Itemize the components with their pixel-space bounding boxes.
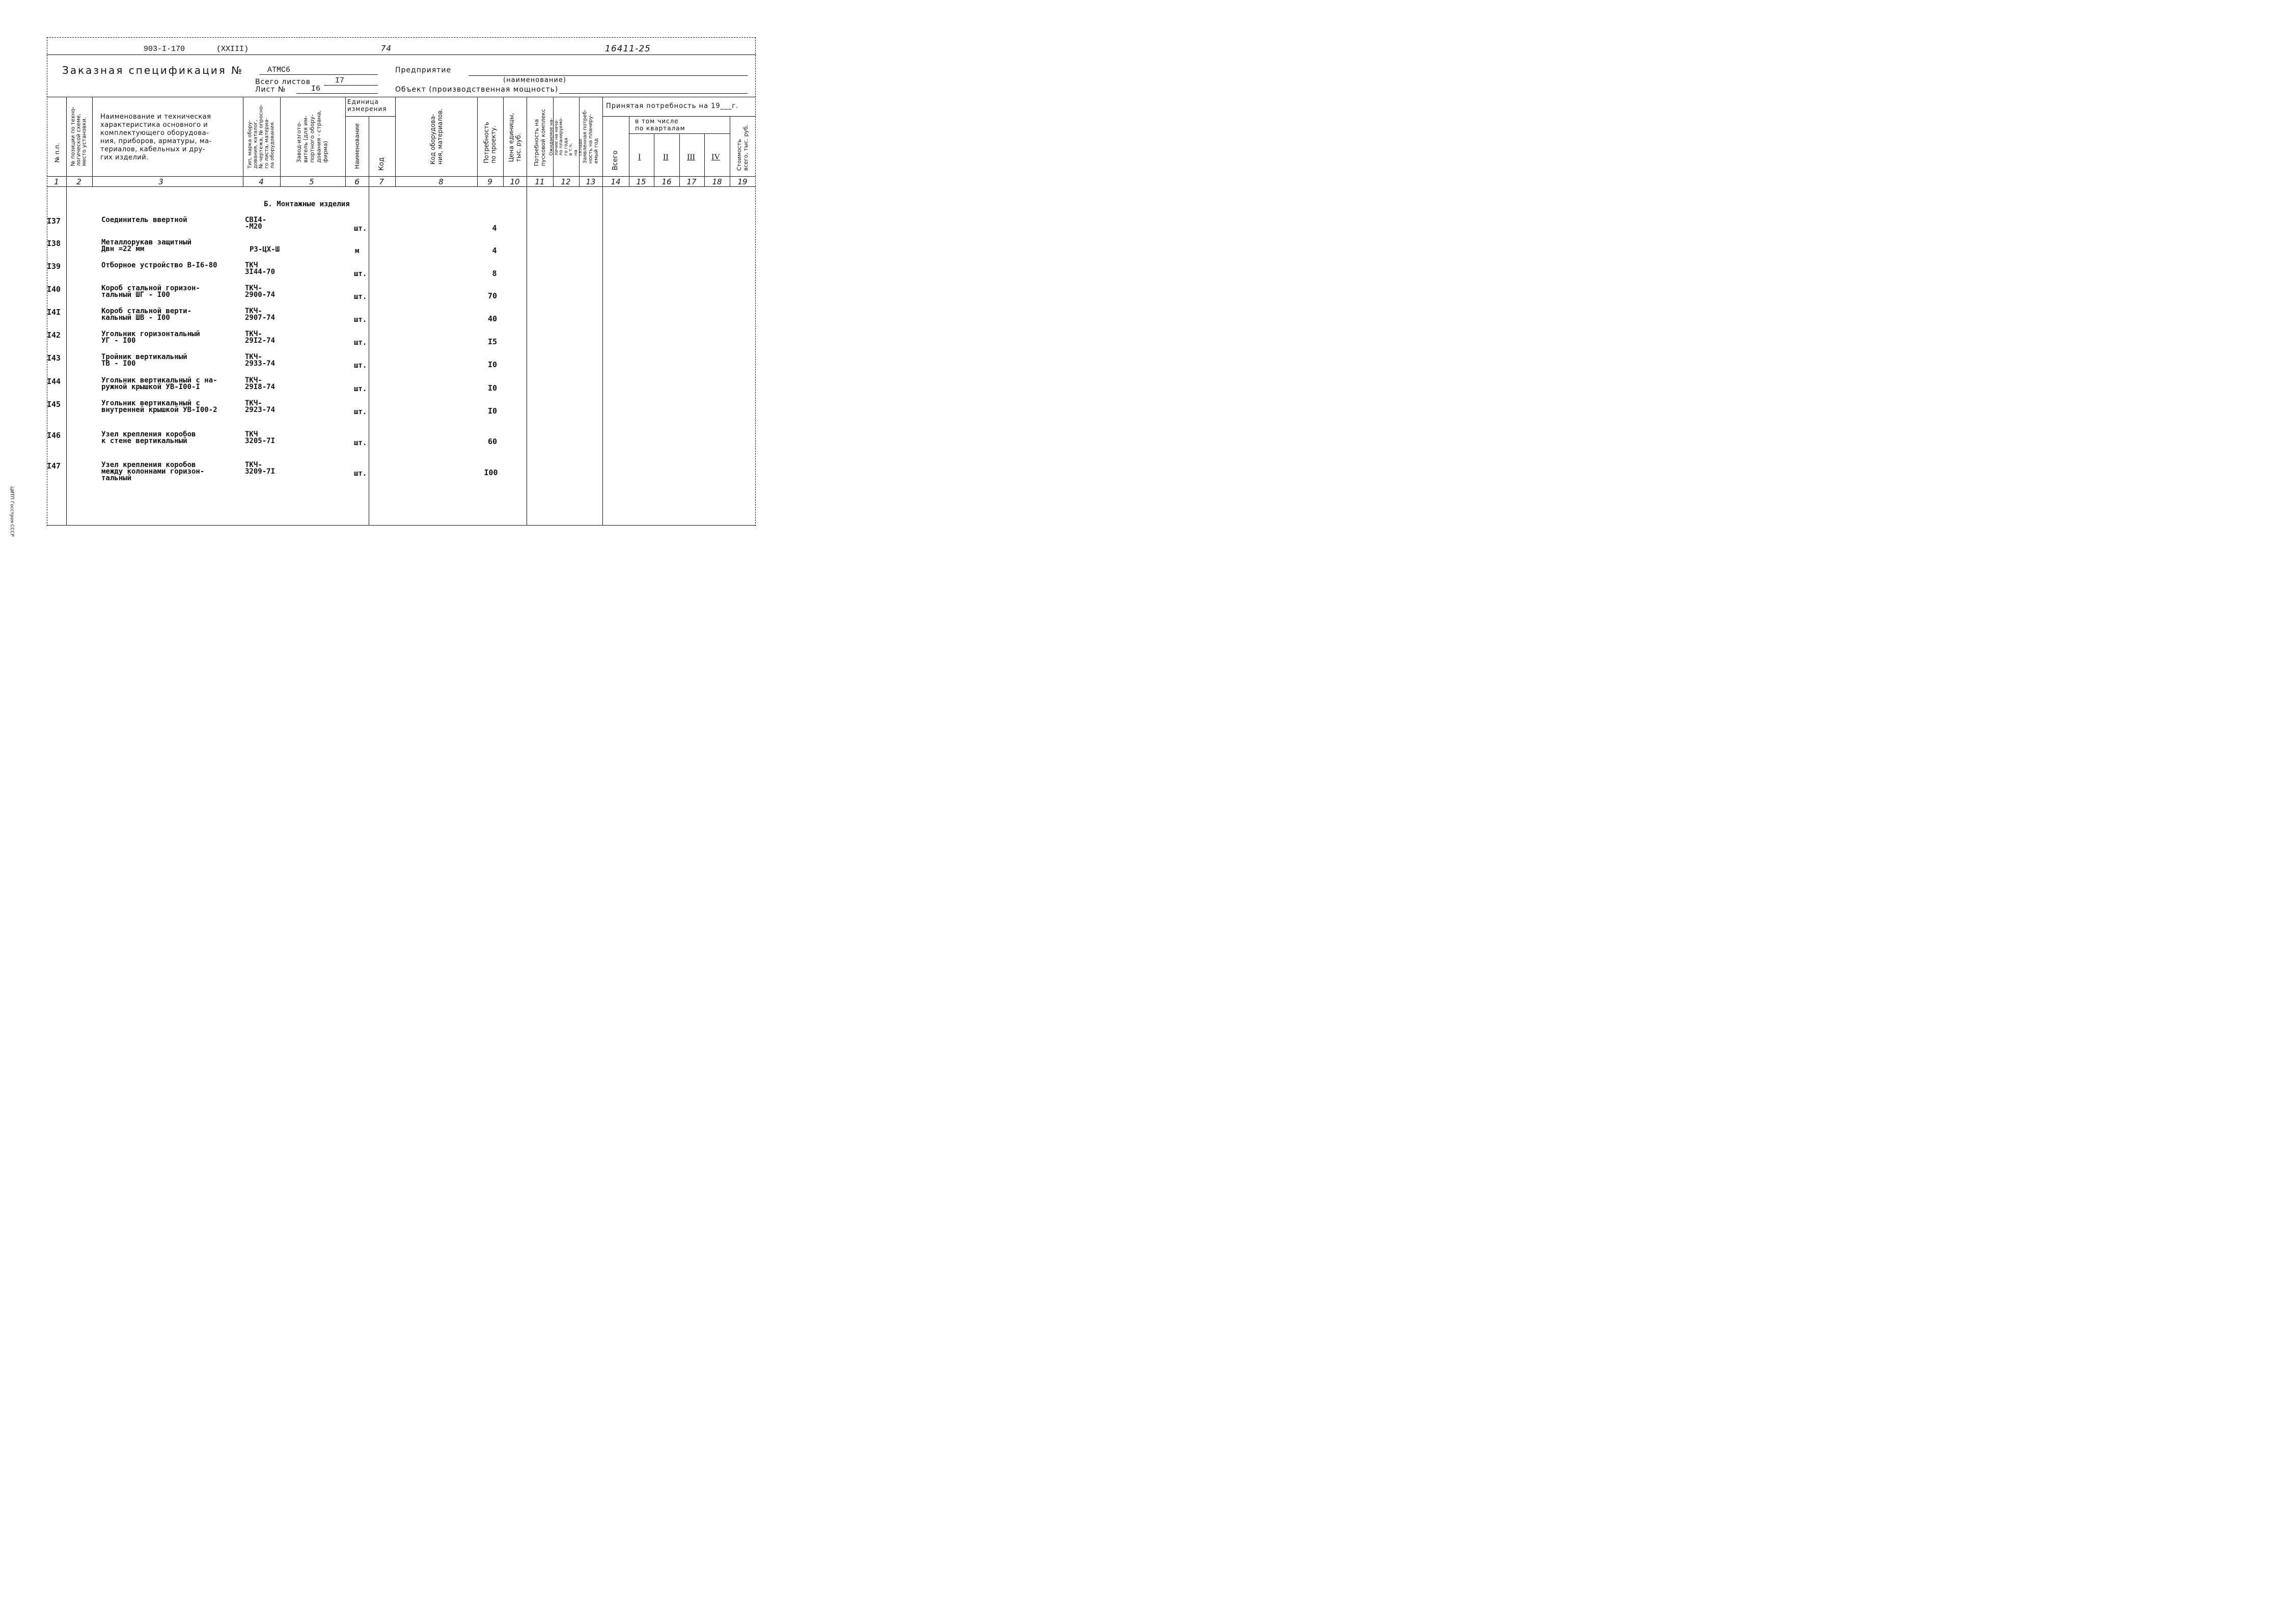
colnum-4: 4 <box>259 177 264 186</box>
row-qty: I0 <box>487 383 498 393</box>
sheet-no-label: Лист № <box>255 86 286 94</box>
row-qty: 40 <box>487 314 498 323</box>
page-number: 74 <box>381 44 392 53</box>
col-header-9: Потребность по проекту. <box>483 122 497 163</box>
row-type: ТКЧ- 2933-74 <box>245 353 276 368</box>
row-name: Узел крепления коробов между колоннами горизон- тальный <box>101 461 205 482</box>
row-unit: шт. <box>354 316 367 324</box>
row-number: I42 <box>47 331 61 340</box>
row-type: СВI4- -М20 <box>245 216 267 231</box>
enterprise-underline <box>469 75 748 76</box>
quarter-group-line <box>629 133 730 134</box>
col-line-9 <box>503 97 504 186</box>
object-underline <box>559 93 748 94</box>
row-name: Короб стальной верти- кальный ШВ - I00 <box>101 307 192 322</box>
colnum-17: 17 <box>686 177 697 186</box>
col-line-13 <box>602 97 603 525</box>
row-number: I37 <box>47 216 61 226</box>
sheets-total-label: Всего листов <box>255 78 311 86</box>
colnum-5: 5 <box>309 177 314 186</box>
doc-code: 903-I·170 <box>144 45 185 53</box>
row-type: ТКЧ- 2907-74 <box>245 307 276 322</box>
col-line-8 <box>477 97 478 186</box>
sheet-no-underline <box>296 93 378 94</box>
colnum-bottom-line <box>47 186 756 187</box>
row-unit: шт. <box>354 408 367 416</box>
row-unit: шт. <box>354 339 367 347</box>
row-qty: 4 <box>492 224 497 233</box>
col-header-17: III <box>687 153 695 161</box>
colnum-9: 9 <box>487 177 492 186</box>
row-qty: I0 <box>487 360 498 369</box>
section-title: Б. Монтажные изделия <box>264 200 350 208</box>
row-number: I38 <box>47 239 61 248</box>
archive-number: 16411-25 <box>605 44 651 54</box>
row-type: ТКЧ- 3209-7I <box>245 461 276 476</box>
colnum-7: 7 <box>379 177 384 186</box>
row-qty: I5 <box>487 337 498 346</box>
colnum-6: 6 <box>354 177 360 186</box>
sheets-total: I7 <box>335 76 345 85</box>
col-header-18: IV <box>711 153 720 161</box>
row-type: ТКЧ 3205-7I <box>245 430 276 445</box>
col-header-8: Код оборудова- ния, материалов. <box>429 108 444 164</box>
row-unit: шт. <box>354 293 367 301</box>
col-header-19: Стоимость всего, тыс. руб. <box>736 124 749 171</box>
col-header-16: II <box>663 153 669 161</box>
col-line-5 <box>345 97 346 186</box>
enterprise-label: Предприятие <box>395 66 452 74</box>
row-type: ТКЧ- 2923-74 <box>245 399 276 414</box>
row-name: Металлорукав защитный Двн =22 мм <box>101 238 192 253</box>
row-name: Угольник горизонтальный УГ - I00 <box>101 330 200 345</box>
row-name: Узел крепления коробов к стене вертикальный <box>101 430 196 445</box>
row-unit: шт. <box>354 225 367 233</box>
spec-number: АТМС6 <box>267 66 291 74</box>
row-name: Угольник вертикальный с внутренней крышкой УВ-I00-2 <box>101 399 217 414</box>
col-header-5: Завод-изгото- витель (для им- портного обору- дования - страна, фирма) <box>295 110 329 163</box>
colnum-12: 12 <box>561 177 571 186</box>
row-qty: I00 <box>484 468 498 477</box>
col-header-13: Заявленная потреб- ность на планиру- емый год <box>582 109 599 164</box>
col-header-3: Наименование и техническая характеристика основного и комплектующего оборудова- ния, приборов, арматуры, ма- териалов, кабельных и дру- гих изделий. <box>100 113 212 161</box>
row-qty: 4 <box>492 246 497 255</box>
colnum-10: 10 <box>510 177 520 186</box>
row-type: ТКЧ- 29I8-74 <box>245 376 276 391</box>
row-number: I44 <box>47 377 61 386</box>
colnum-1: 1 <box>54 177 59 186</box>
col-header-4: Тип, марка обору- дования, каталог, № чертежа, № опросно- го листа, материа- ла оборудования. <box>247 104 276 169</box>
row-unit: шт. <box>354 362 367 370</box>
row-name: Соединитель ввертной <box>101 216 187 224</box>
quarter-group-header: в том числе по кварталам <box>635 118 685 132</box>
row-name: Тройник вертикальный ТВ - I00 <box>101 353 187 368</box>
accepted-group-line <box>602 116 755 117</box>
colnum-2: 2 <box>76 177 81 186</box>
row-qty: 70 <box>487 291 498 300</box>
row-number: I43 <box>47 353 61 363</box>
col-header-6: Наименование <box>353 123 361 169</box>
col-header-7: Код <box>378 157 385 171</box>
sheet-no: I6 <box>311 85 321 93</box>
row-unit: м <box>355 247 360 255</box>
row-number: I46 <box>47 431 61 440</box>
colnum-11: 11 <box>535 177 545 186</box>
unit-group-line <box>345 116 395 117</box>
row-unit: шт. <box>354 470 367 478</box>
col-line-2 <box>92 97 93 186</box>
row-qty: 8 <box>492 269 497 278</box>
row-number: I45 <box>47 400 61 409</box>
naming-label: (наименование) <box>503 76 566 84</box>
colnum-8: 8 <box>438 177 444 186</box>
row-qty: I0 <box>487 406 498 416</box>
row-qty: 60 <box>487 437 498 446</box>
row-number: I47 <box>47 461 61 471</box>
spec-title: Заказная спецификация № <box>62 64 243 76</box>
row-type: ТКЧ- 2900-74 <box>245 284 276 299</box>
col-line-4 <box>280 97 281 186</box>
row-number: I39 <box>47 262 61 271</box>
col-line-16 <box>679 133 680 186</box>
row-name: Короб стальной горизон- тальный ШГ - I00 <box>101 284 200 299</box>
colnum-14: 14 <box>611 177 621 186</box>
col-header-15: I <box>638 153 641 161</box>
colnum-16: 16 <box>662 177 672 186</box>
top-dashed-border <box>47 37 756 38</box>
col-line-17 <box>704 133 705 186</box>
col-header-10: Цена единицы, тыс. руб. <box>508 113 522 162</box>
row-unit: шт. <box>354 439 367 447</box>
colnum-18: 18 <box>712 177 722 186</box>
unit-group-header: Единица измерения <box>347 98 387 113</box>
spec-number-underline <box>260 74 378 75</box>
col-header-11: Потребность на пусковой комплекс <box>533 108 546 167</box>
accepted-group-header: Принятая потребность на 19___г. <box>606 102 739 110</box>
object-label: Объект (производственная мощность) <box>395 86 559 94</box>
header-bottom-line <box>47 176 756 177</box>
col-header-12: Ожидаемое на- личие на нача- ло планируемо- го года в т.ч. на складе <box>548 117 583 156</box>
row-type: ТКЧ- 29I2-74 <box>245 330 276 345</box>
row-type: Р3-ЦХ-Ш <box>250 245 280 254</box>
stamp-bottom-line <box>47 54 756 55</box>
row-name: Отборное устройство В-I6-80 <box>101 261 217 269</box>
row-number: I40 <box>47 285 61 294</box>
colnum-15: 15 <box>636 177 646 186</box>
right-border <box>755 37 756 526</box>
row-unit: шт. <box>354 270 367 278</box>
sheets-total-underline <box>324 85 378 86</box>
margin-stamp: ЦИТП Госстроя СССР <box>9 486 14 537</box>
colnum-13: 13 <box>586 177 596 186</box>
table-bottom-line <box>47 525 756 526</box>
colnum-3: 3 <box>158 177 163 186</box>
row-name: Угольник вертикальный с на- ружной крышкой УВ-I00-I <box>101 376 217 391</box>
row-number: I4I <box>47 308 61 317</box>
col-header-2: № позиции по техно- логической схеме, место установки. <box>70 106 88 167</box>
row-type: ТКЧ 3I44-70 <box>245 261 276 276</box>
col-header-1: № п.п. <box>53 143 61 162</box>
col-line-1 <box>66 97 67 525</box>
col-line-7 <box>395 97 396 186</box>
row-unit: шт. <box>354 385 367 393</box>
album-code: (XXIII) <box>216 45 249 53</box>
col-header-14: Всего <box>612 150 619 171</box>
colnum-19: 19 <box>737 177 748 186</box>
